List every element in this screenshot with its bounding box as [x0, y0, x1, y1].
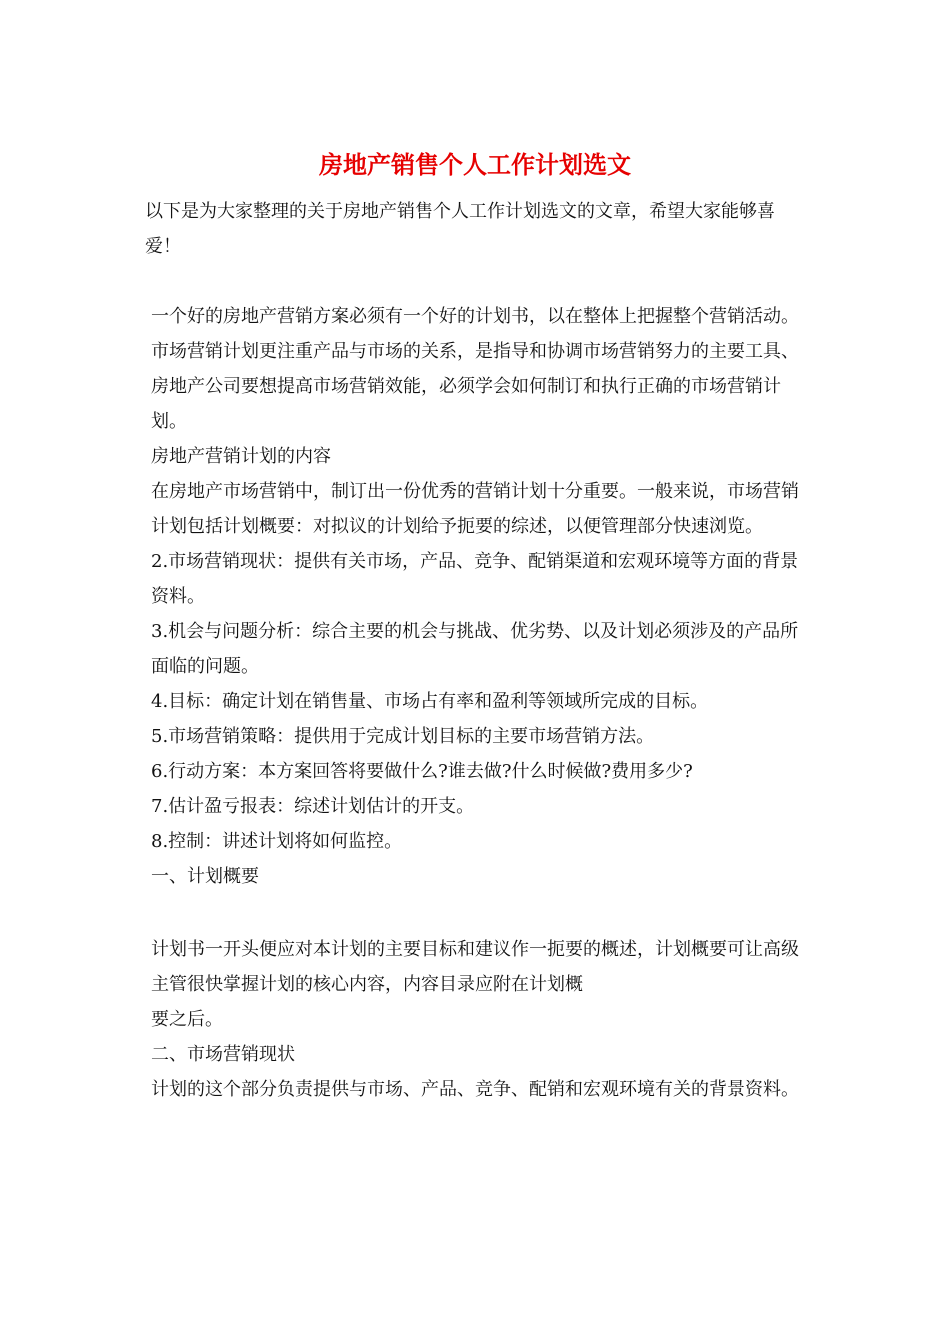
list-item: 4.目标：确定计划在销售量、市场占有率和盈利等领域所完成的目标。 [151, 691, 709, 712]
section-heading: 二、市场营销现状 [151, 1044, 295, 1065]
blank-line [145, 264, 810, 299]
list-item: 6.行动方案：本方案回答将要做什么?谁去做?什么时候做?费用多少? [151, 761, 693, 782]
list-item: 2.市场营销现状：提供有关市场，产品、竞争、配销渠道和宏观环境等方面的背景资料。 [151, 551, 799, 607]
intro-paragraph: 以下是为大家整理的关于房地产销售个人工作计划选文的文章，希望大家能够喜爱！ [145, 201, 775, 257]
list-item: 7.估计盈亏报表：综述计划估计的开支。 [151, 796, 475, 817]
body-paragraph: 市场营销计划更注重产品与市场的关系，是指导和协调市场营销努力的主要工具、房地产公司要想提高市场营销效能，必须学会如何制订和执行正确的市场营销计划。 [151, 341, 799, 432]
body-paragraph: 计划书一开头便应对本计划的主要目标和建议作一扼要的概述，计划概要可让高级主管很快掌握计划的核心内容，内容目录应附在计划概 [151, 939, 799, 995]
list-item: 3.机会与问题分析：综合主要的机会与挑战、优劣势、以及计划必须涉及的产品所面临的问题。 [151, 621, 799, 677]
list-item: 8.控制：讲述计划将如何监控。 [151, 831, 403, 852]
document-body [145, 194, 810, 1107]
document-title: 房地产销售个人工作计划选文 [319, 150, 631, 179]
body-paragraph: 一个好的房地产营销方案必须有一个好的计划书，以在整体上把握整个营销活动。 [151, 306, 799, 327]
section-heading: 一、计划概要 [151, 866, 259, 887]
body-paragraph: 计划的这个部分负责提供与市场、产品、竞争、配销和宏观环境有关的背景资料。 [151, 1079, 799, 1100]
body-paragraph: 要之后。 [151, 1009, 223, 1030]
body-paragraph: 在房地产市场营销中，制订出一份优秀的营销计划十分重要。一般来说，市场营销计划包括计划概要：对拟议的计划给予扼要的综述，以便管理部分快速浏览。 [151, 481, 799, 537]
list-item: 5.市场营销策略：提供用于完成计划目标的主要市场营销方法。 [151, 726, 655, 747]
blank-line [145, 894, 810, 932]
section-heading: 房地产营销计划的内容 [151, 446, 331, 467]
